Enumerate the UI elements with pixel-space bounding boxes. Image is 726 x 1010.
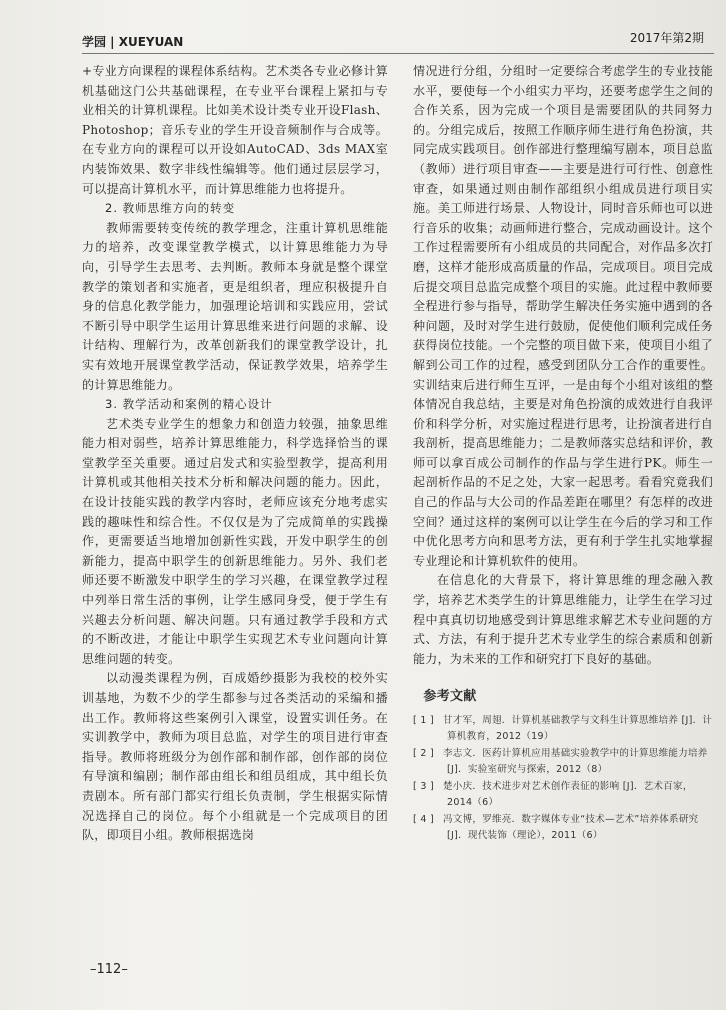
reference-text: 楚小庆．技术进步对艺术创作表征的影响 [J]．艺术百家，2014（6） bbox=[443, 781, 693, 808]
reference-number: [ 1 ] bbox=[413, 715, 434, 726]
body-paragraph: 情况进行分组，分组时一定要综合考虑学生的专业技能水平，要使每一个小组实力平均，还要考虑学生之间的合作关系，因为完成一个项目是需要团队的共同努力的。分组完成后，按照工作顺序师生进行角色扮演，共同完成实践项目。创作部进行整理编写剧本，项目总监（教师）进行项目审查——主要是进行可行性、创意性审查，如果通过则由制作部组织小组成员进行项目实施。美工师进行场景、人物设计，同时音乐师也可以进行音乐的收集；动画师进行整合，完成动画设计。这个工作过程需要所有小组成员的共同配合，对作品多次打磨，这样才能形成高质量的作品，完成项目。项目完成后提交项目总监完成整个项目的实施。此过程中教师要全程进行参与指导，帮助学生解决任务实施中遇到的各种问题，及时对学生进行鼓励，促使他们顺利完成任务获得岗位技能。一个完整的项目做下来，使项目小组了解到公司工作的过程，感受到团队分工合作的重要性。实训结束后进行师生互评，一是由每个小组对该组的整体情况自我总结，主要是对角色扮演的成效进行自我评价和科学分析，对实施过程进行思考，让扮演者进行自我剖析，提高思维能力；二是教师落实总结和评价，教师可以拿百成公司制作的作品与学生进行PK。师生一起剖析作品的不足之处，大家一起思考。看看究竟我们自己的作品与大公司的作品差距在哪里？有怎样的改进空间？通过这样的案例可以让学生在今后的学习和工作中优化思考方向和思考方法，更有利于学生扎实地掌握专业理论和计算机软件的使用。 bbox=[413, 64, 713, 568]
header-rule bbox=[82, 53, 714, 54]
page-number: –112– bbox=[90, 962, 128, 977]
references-title: 参考文献 bbox=[423, 689, 477, 705]
body-paragraph: 艺术类专业学生的想象力和创造力较强，抽象思维能力相对弱些，培养计算思维能力，科学选择恰当的课堂教学至关重要。通过启发式和实验型教学，提高利用计算机或其他相关技术分析和解决问题的能力。因此，在设计技能实践的教学内容时，老师应该充分地考虑实践的趣味性和综合性。不仅仅是为了完成简单的实践操作，更需要适当地增加创新性实践，开发中职学生的创新能力，提高中职学生的创新思维能力。另外、我们老师还要不断激发中职学生的学习兴趣，在课堂教学过程中列举日常生活的事例，让学生感同身受，便于学生有兴趣去分析问题、解决问题。只有通过教学手段和方式的不断改进，才能让中职学生实现艺术专业问题向计算思维问题的转变。 bbox=[82, 416, 388, 666]
references-list bbox=[413, 713, 713, 844]
body-paragraph: 教师需要转变传统的教学理念，注重计算机思维能力的培养，改变课堂教学模式，以计算思维能力为导向，引导学生去思考、去判断。教师本身就是整个课堂教学的策划者和实施者，更是组织者，理应积极提升自身的信息化教学能力，加强理论培训和实践应用，尝试不断引导中职学生运用计算思维来进行问题的求解、设计结构、理解行为，改革创新我们的课堂教学设计，扎实有效地开展课堂教学活动，保证教学效果，培养学生的计算思维能力。 bbox=[82, 220, 388, 392]
journal-name: 学园 | XUEYUAN bbox=[82, 35, 184, 49]
section-heading: 2. 教师思维方向的转变 bbox=[105, 201, 236, 216]
section-heading: 3. 教学活动和案例的精心设计 bbox=[105, 397, 273, 412]
reference-item bbox=[413, 779, 713, 811]
body-paragraph: 以动漫类课程为例，百成婚纱摄影为我校的校外实训基地，为数不少的学生都参与过各类活动的采编和播出工作。教师将这些案例引入课堂，设置实训任务。在实训教学中，教师为项目总监，对学生的项目进行审查指导。教师将班级分为创作部和制作部，创作部的岗位有导演和编剧；制作部由组长和组员组成，其中组长负责剧本。所有部门都实行组长负责制，学生根据实际情况选择自己的岗位。每个小组就是一个完成项目的团队，即项目小组。教师根据选岗 bbox=[82, 671, 388, 843]
reference-text: 冯文博，罗维亮．数字媒体专业“技术—艺术”培养体系研究 [J]．现代装饰（理论），2011（6） bbox=[443, 814, 699, 841]
right-column bbox=[413, 62, 713, 845]
reference-text: 李志文．医药计算机应用基础实验教学中的计算思维能力培养 [J]．实验室研究与探索，2012（8） bbox=[443, 748, 708, 775]
issue-label: 2017年第2期 bbox=[629, 31, 704, 45]
reference-item bbox=[413, 812, 713, 844]
body-paragraph: 在信息化的大背景下，将计算思维的理念融入教学，培养艺术类学生的计算思维能力，让学生在学习过程中真真切切地感受到计算思维求解艺术专业问题的方式、方法，有利于提升艺术专业学生的综合素质和创新能力，为未来的工作和研究打下良好的基础。 bbox=[413, 573, 713, 666]
reference-item bbox=[413, 746, 713, 778]
reference-item bbox=[413, 713, 713, 745]
left-column bbox=[82, 62, 388, 846]
body-paragraph: +专业方向课程的课程体系结构。艺术类各专业必修计算机基础这门公共基础课程，在专业平台课程上紧扣与专业相关的计算机课程。比如美术设计类专业开设Flash、Photoshop；音乐专业的学生开设音频制作与合成等。在专业方向的课程可以开设如AutoCAD、3ds MAX室内装饰效果、数字非线性编辑等。他们通过层层学习，可以提高计算机水平，而计算思维能力也将提升。 bbox=[82, 64, 388, 196]
reference-number: [ 2 ] bbox=[413, 748, 434, 759]
reference-number: [ 3 ] bbox=[413, 781, 434, 792]
reference-text: 甘才军，周翅．计算机基础教学与文科生计算思维培养 [J]．计算机教育，2012（19） bbox=[443, 715, 713, 742]
right-column-body bbox=[413, 62, 713, 669]
reference-number: [ 4 ] bbox=[413, 814, 434, 825]
